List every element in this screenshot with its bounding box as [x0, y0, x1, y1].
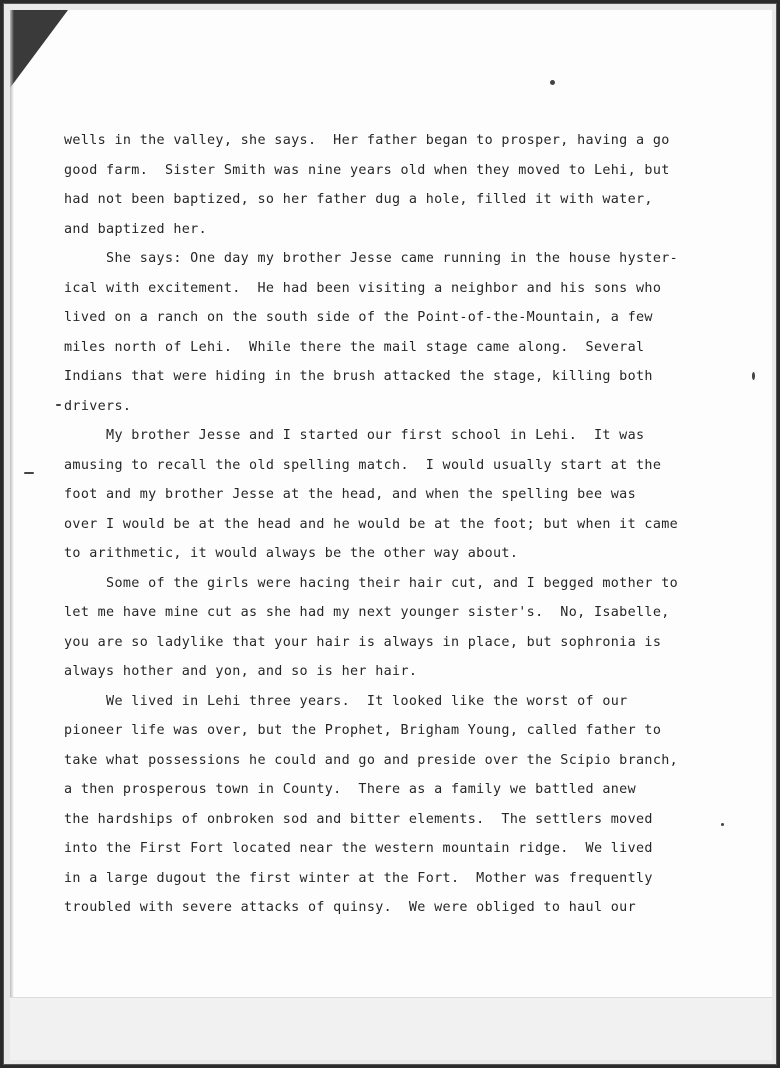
text-line: amusing to recall the old spelling match. I would usually start at the [64, 457, 662, 473]
text-line: drivers. [64, 398, 132, 414]
typewritten-page [10, 10, 772, 1060]
scan-frame [3, 3, 777, 1065]
text-line: over I would be at the head and he would be at the foot; but when it came [64, 516, 679, 532]
text-line: to arithmetic, it would always be the other way about. [64, 546, 519, 561]
ink-speck [24, 472, 34, 474]
page-edge-shadow [10, 10, 14, 1060]
text-line: foot and my brother Jesse at the head, and when the spelling bee was [64, 487, 637, 502]
ink-speck [56, 404, 61, 406]
text-line: pioneer life was over, but the Prophet, Brigham Young, called father to [64, 723, 662, 738]
text-line: lived on a ranch on the south side of the Point-of-the-Mountain, a few [64, 310, 653, 325]
text-line: always hother and yon, and so is her hair. [64, 664, 418, 679]
text-line: ical with excitement. He had been visiting a neighbor and his sons who [64, 280, 662, 296]
text-line: troubled with severe attacks of quinsy. We were obliged to haul our [64, 900, 637, 915]
text-line: Some of the girls were hacing their hair cut, and I begged mother to [64, 575, 679, 591]
text-line: Indians that were hiding in the brush attacked the stage, killing both [64, 369, 653, 384]
text-line: the hardships of onbroken sod and bitter elements. The settlers moved [64, 811, 653, 827]
text-line: let me have mine cut as she had my next younger sister's. No, Isabelle, [64, 605, 670, 620]
text-line: and baptized her. [64, 221, 208, 237]
body-text [64, 126, 744, 923]
text-line: had not been baptized, so her father dug a hole, filled it with water, [64, 192, 653, 207]
page-bottom-margin [10, 997, 772, 1060]
text-line: wells in the valley, she says. Her father began to prosper, having a go [64, 133, 670, 148]
ink-speck [550, 80, 555, 85]
text-line: a then prosperous town in County. There as a family we battled anew [64, 782, 637, 797]
text-line: miles north of Lehi. While there the mail stage came along. Several [64, 339, 645, 355]
text-line: in a large dugout the first winter at the Fort. Mother was frequently [64, 870, 653, 886]
folded-corner [10, 10, 68, 88]
text-line: into the First Fort located near the western mountain ridge. We lived [64, 841, 653, 856]
ink-speck [752, 372, 755, 380]
text-line: She says: One day my brother Jesse came running in the house hyster- [64, 251, 679, 266]
text-line: We lived in Lehi three years. It looked like the worst of our [64, 693, 628, 709]
text-line: good farm. Sister Smith was nine years old when they moved to Lehi, but [64, 162, 670, 178]
text-line: take what possessions he could and go and preside over the Scipio branch, [64, 752, 679, 768]
text-line: My brother Jesse and I started our first school in Lehi. It was [64, 428, 645, 443]
text-line: you are so ladylike that your hair is always in place, but sophronia is [64, 634, 662, 650]
